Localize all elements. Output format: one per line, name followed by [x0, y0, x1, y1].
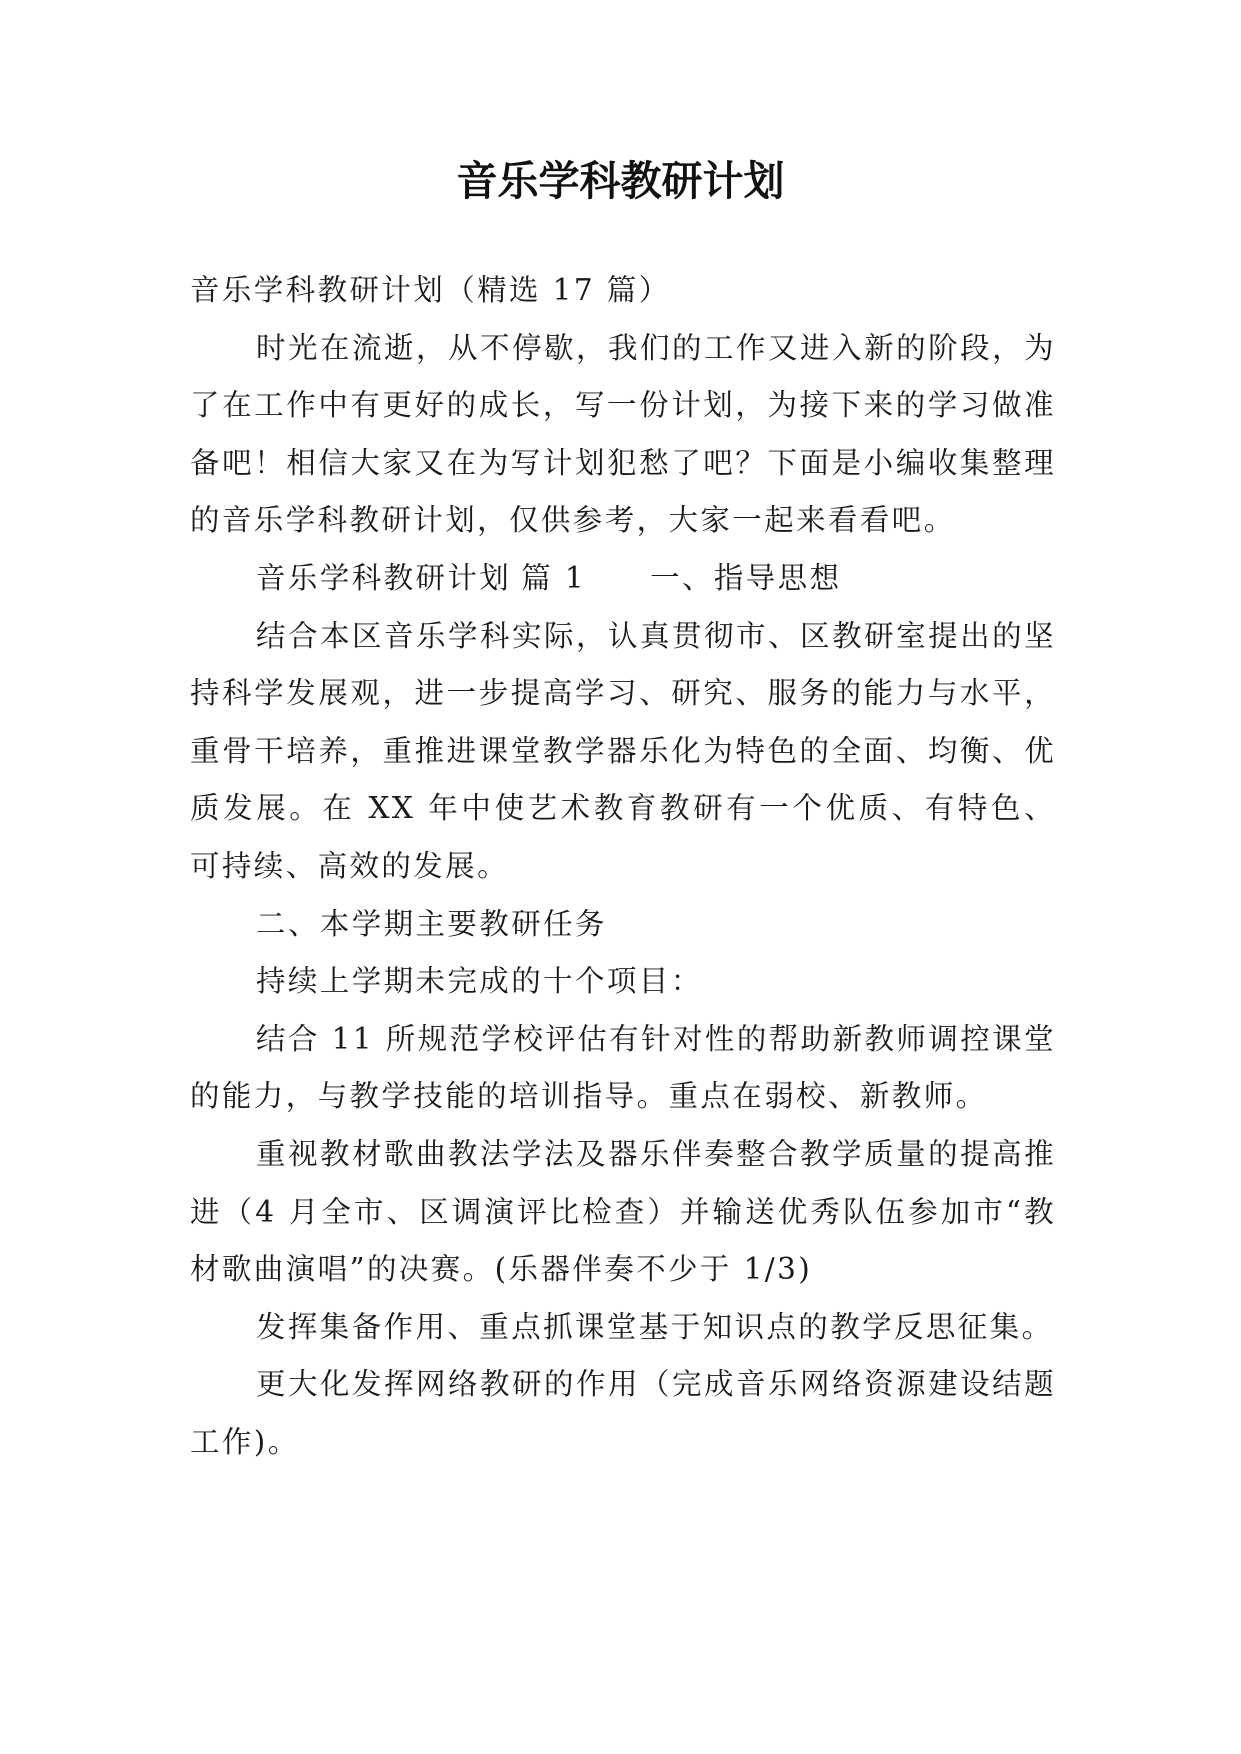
section-first-point: 一、指导思想 — [650, 560, 842, 595]
body-paragraph: 重视教材歌曲教法学法及器乐伴奏整合教学质量的提高推进（4 月全市、区调演评比检查）并输送优秀队伍参加市“教材歌曲演唱”的决赛。(乐器伴奏不少于 1/3) — [190, 1136, 1056, 1287]
document-body — [190, 262, 1056, 1471]
body-paragraph: 结合本区音乐学科实际，认真贯彻市、区教研室提出的坚持科学发展观，进一步提高学习、研究、服务的能力与水平，重骨干培养，重推进课堂教学器乐化为特色的全面、均衡、优质发展。在 XX 年中使艺术教育教研有一个优质、有特色、可持续、高效的发展。 — [190, 618, 1056, 883]
body-paragraph: 持续上学期未完成的十个项目： — [256, 964, 703, 999]
body-paragraph: 二、本学期主要教研任务 — [256, 906, 607, 941]
body-paragraph: 更大化发挥网络教研的作用（完成音乐网络资源建设结题工作)。 — [190, 1367, 1056, 1459]
document-subtitle: 音乐学科教研计划（精选 17 篇） — [190, 273, 671, 307]
document-title: 音乐学科教研计划 — [456, 157, 785, 205]
section-part-label: 篇 1 — [521, 560, 587, 595]
section-heading-line — [190, 550, 1056, 608]
body-paragraph: 结合 11 所规范学校评估有针对性的帮助新教师调控课堂的能力，与教学技能的培训指导。重点在弱校、新教师。 — [190, 1021, 1056, 1114]
section-heading: 音乐学科教研计划 — [256, 560, 512, 595]
intro-paragraph: 时光在流逝，从不停歇，我们的工作又进入新的阶段，为了在工作中有更好的成长，写一份计划，为接下来的学习做准备吧！相信大家又在为写计划犯愁了吧？下面是小编收集整理的音乐学科教研计划，仅供参考，大家一起来看看吧。 — [190, 330, 1056, 538]
body-paragraph: 发挥集备作用、重点抓课堂基于知识点的教学反思征集。 — [256, 1309, 1054, 1344]
